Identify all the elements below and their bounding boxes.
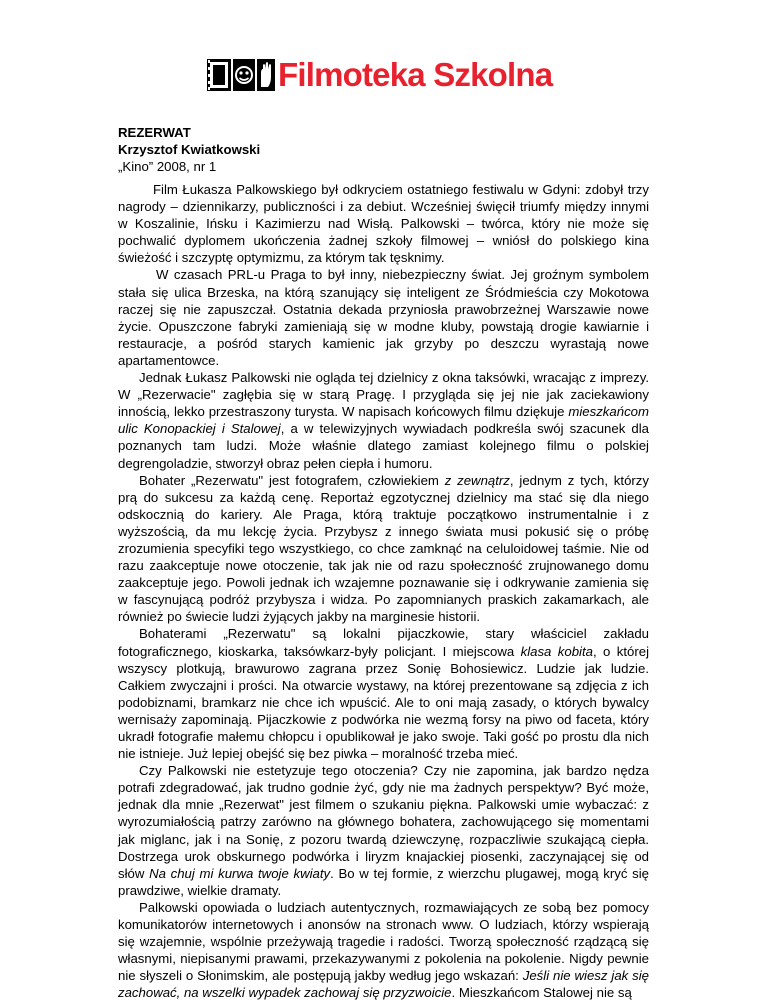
article-body [118,181,649,1002]
filmoteka-szkolna-logo [206,55,552,95]
article-author: Krzysztof Kwiatkowski [118,142,261,157]
film-strip-logo-icon [206,57,276,93]
paragraph-5: Bohaterami „Rezerwatu" są lokalni pijaczkowie, stary właściciel zakładu fotograficznego, kioskarka, taksówkarz-były policjant. I miejscowa klasa kobita, o której wszyscy plotkują, brawurowo zagrana przez Sonię Bohosiewicz. Ludzie jak ludzie. Całkiem zwyczajni i prości. Na otwarcie wystawy, na której prezentowane są zdjęcia z ich podobiznami, bramkarz nie chce ich wpuścić. Ale to oni mają zasady, o których bywalcy wernisaży zapominają. Pijaczkowie z podwórka nie wezmą forsy na piwo od faceta, który ukradł fotografie małemu chłopcu i opublikował je jako swoje. Taki gość po prostu dla nich nie istnieje. Już lepiej obejść się bez piwka – moralność trzeba mieć. [118,626,650,762]
article-source: „Kino” 2008, nr 1 [118,159,217,174]
paragraph-1: Film Łukasza Palkowskiego był odkryciem ostatniego festiwalu w Gdyni: zdobył trzy nagrody – dziennikarzy, publiczności i za debiut. Wcześniej święcił triumfy między innymi w Koszalinie, Ińsku i Kazimierzu nad Wisłą. Palkowski – twórca, który nie może się pochwalić dyplomem ukończenia żadnej szkoły filmowej – wniósł do polskiego kina świeżość i szczyptę optymizmu, za którym tak tęsknimy. [118,182,649,266]
paragraph-6: Czy Palkowski nie estetyzuje tego otoczenia? Czy nie zapomina, jak bardzo nędza potrafi zdegradować, jak trudno godnie żyć, gdy nie ma żadnych perspektyw? Być może, jednak dla mnie „Rezerwat" jest filmem o szukaniu piękna. Palkowski umie wybaczać: z wyrozumiałością patrzy zarówno na głównego bohatera, zachowującego się momentami jak miglanc, jak i na Sonię, z pozoru twardą dziewczynę, rozpaczliwie szukającą ciepła. Dostrzega urok obskurnego podwórka i liryzm knajackiej piosenki, zaczynającej się od słów Na chuj mi kurwa twoje kwiaty. Bo w tej formie, z wierzchu plugawej, mogą kryć się prawdziwe, wielkie dramaty. [118,763,649,898]
paragraph-2: W czasach PRL-u Praga to był inny, niebezpieczny świat. Jej groźnym symbolem stała się ulica Brzeska, na którą szanujący się inteligent ze Śródmieścia czy Mokotowa raczej się nie zapuszczał. Ostatnia dekada przyniosła prawobrzeżnej Warszawie nowe życie. Opuszczone fabryki zamieniają się w modne kluby, powstają drogie kawiarnie i restauracje, a pośród starych kamienic jak grzyby po deszczu wyrastają nowe apartamentowce. [118,267,649,368]
paragraph-7: Palkowski opowiada o ludziach autentycznych, rozmawiających ze sobą bez pomocy komunikatorów internetowych i anonsów na stronach www. O ludziach, którzy wspierają się wzajemnie, wspólnie przeżywają tragedie i radości. Tworzą społeczność rządzącą się własnymi, niepisanymi prawami, przekazywanymi z pokolenia na pokolenie. Nigdy pewnie nie słyszeli o Słonimskim, ale postępują jakby według jego wskazań: Jeśli nie wiesz jak się zachować, na wszelki wypadek zachowaj się przyzwoicie. Mieszkańcom Stalowej nie są [118,899,650,1001]
paragraph-4: Bohater „Rezerwatu" jest fotografem, człowiekiem z zewnątrz, jednym z tych, którzy prą do sukcesu za każdą cenę. Reportaż egzotycznej dzielnicy ma stać się dla niego odskocznią do kariery. Ale Praga, którą traktuje początkowo instrumentalnie i z wyższością, da mu lekcję życia. Przybysz z innego świata musi pokusić się o próbę zrozumienia specyfiki tego wszystkiego, co chce zamknąć na celuloidowej taśmie. Nie od razu zaakceptuje nowe otoczenie, tak jak nie od razu społeczność zrujnowanego domu zaakceptuje jego. Powoli jednak ich wzajemne poznawanie się i odkrywanie zamienia się w fascynującą podróż przybysza i widza. Po zapomnianych praskich zakamarkach, ale również po świecie ludzi żyjących jakby na marginesie historii. [118,472,649,625]
paragraph-3: Jednak Łukasz Palkowski nie ogląda tej dzielnicy z okna taksówki, wracając z imprezy. W „Rezerwacie" zagłębia się w starą Pragę. I przygląda się jej nie jak zaciekawiony innością, lekko przestraszony turysta. W napisach końcowych filmu dziękuje mieszkańcom ulic Konopackiej i Stalowej, a w telewizyjnych wywiadach podkreśla swój szacunek dla poznanych tam ludzi. Może właśnie dlatego zamiast kolejnego filmu o polskiej degrengoladzie, stworzył obraz pełen ciepła i humoru. [118,370,649,471]
brand-name: Filmoteka Szkolna [278,56,553,93]
article-title: REZERWAT [118,125,191,140]
article-header [118,124,260,175]
